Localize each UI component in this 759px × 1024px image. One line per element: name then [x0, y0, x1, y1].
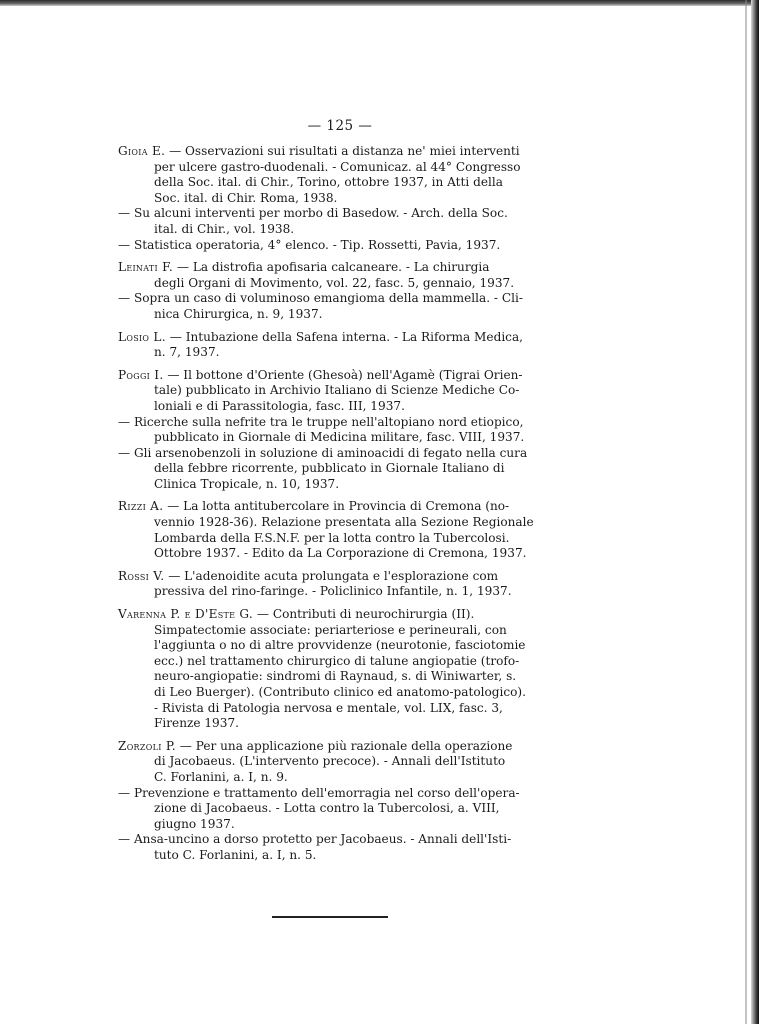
bibliography-entry [118, 739, 556, 864]
entry-text: — La lotta antitubercolare in Provincia di Cremona (no- [163, 499, 510, 514]
entry-text: della febbre ricorrente, pubblicato in Giornale Italiano di [154, 461, 505, 476]
entry-text: degli Organi di Movimento, vol. 22, fasc. 5, gennaio, 1937. [154, 275, 515, 290]
entry-text: zione di Jacobaeus. - Lotta contro la Tubercolosi, a. VIII, [154, 801, 500, 816]
scan-gutter-line [745, 0, 747, 1024]
entry-line [118, 499, 556, 515]
entry-text: giugno 1937. [154, 816, 235, 831]
entry-line [118, 477, 556, 493]
bibliography-entry [118, 499, 556, 561]
scan-top-edge [0, 0, 759, 6]
entry-text: — Intubazione della Safena interna. - La Riforma Medica, [165, 329, 524, 344]
entry-line [118, 607, 556, 623]
entry-line [118, 415, 556, 431]
entry-text: — Sopra un caso di voluminoso emangioma della mammella. - Cli- [118, 291, 523, 306]
entry-line [118, 669, 556, 685]
entry-line [118, 206, 556, 222]
entry-line [118, 584, 556, 600]
entry-line [118, 739, 556, 755]
entry-text: ital. di Chir., vol. 1938. [154, 221, 295, 236]
entry-text: pressiva del rino-faringe. - Policlinico Infantile, n. 1, 1937. [154, 584, 512, 599]
entry-text: di Leo Buerger). (Contributo clinico ed anatomo-patologico). [154, 685, 526, 699]
entry-text: — Prevenzione e trattamento dell'emorragia nel corso dell'opera- [118, 785, 520, 800]
entry-line [118, 701, 556, 717]
entry-line [118, 160, 556, 176]
entry-text: neuro-angiopatie: sindromi di Raynaud, s. di Winiwarter, s. [154, 669, 517, 684]
entry-line [118, 144, 556, 160]
bibliography-entry [118, 569, 556, 600]
entry-line [118, 623, 556, 639]
bibliography-entry [118, 330, 556, 361]
entry-text: n. 7, 1937. [154, 345, 220, 360]
entry-text: — L'adenoidite acuta prolungata e l'esplorazione com [164, 568, 499, 583]
entry-text: Firenze 1937. [154, 716, 239, 731]
bibliography-entry [118, 368, 556, 493]
entry-text: — Statistica operatoria, 4° elenco. - Tip. Rossetti, Pavia, 1937. [118, 237, 501, 252]
entry-text: Clinica Tropicale, n. 10, 1937. [154, 476, 340, 491]
entry-line [118, 786, 556, 802]
entry-text: Simpatectomie associate: periarteriose e perineurali, con [154, 622, 507, 637]
entry-line [118, 430, 556, 446]
entry-line [118, 222, 556, 238]
entry-text: — Ansa-uncino a dorso protetto per Jacobaeus. - Annali dell'Isti- [118, 832, 512, 847]
author-name: Leinati F. [118, 260, 174, 275]
entry-text: nica Chirurgica, n. 9, 1937. [154, 306, 323, 321]
bibliography-list [118, 144, 556, 871]
entry-line [118, 446, 556, 462]
entry-line [118, 685, 556, 701]
closing-rule [272, 916, 388, 918]
entry-text: l'aggiunta o no di altre provvidenze (neurotonie, fasciotomie [154, 638, 526, 653]
entry-text: tuto C. Forlanini, a. I, n. 5. [154, 847, 317, 862]
entry-line [118, 654, 556, 670]
bibliography-entry [118, 144, 556, 253]
entry-line [118, 383, 556, 399]
entry-line [118, 291, 556, 307]
author-name: Varenna P. e D'Este G. [118, 607, 254, 622]
entry-text: vennio 1928-36). Relazione presentata alla Sezione Regionale [154, 515, 534, 530]
entry-line [118, 368, 556, 384]
entry-text: — Osservazioni sui risultati a distanza ne' miei interventi [165, 144, 520, 158]
entry-text: — Gli arsenobenzoli in soluzione di aminoacidi di fegato nella cura [118, 445, 528, 460]
entry-text: Lombarda della F.S.N.F. per la lotta contro la Tubercolosi. [154, 530, 510, 545]
entry-line [118, 770, 556, 786]
scan-right-edge [751, 0, 759, 1024]
entry-line [118, 307, 556, 323]
entry-text: — Il bottone d'Oriente (Ghesoà) nell'Agamè (Tigrai Orien- [163, 367, 523, 382]
page-number: — 125 — [307, 118, 373, 134]
bibliography-entry [118, 260, 556, 322]
entry-text: — La distrofia apofisaria calcaneare. - La chirurgia [173, 260, 490, 275]
entry-text: di Jacobaeus. (L'intervento precoce). - Annali dell'Istituto [154, 754, 506, 769]
entry-line [118, 801, 556, 817]
entry-line [118, 345, 556, 361]
entry-line [118, 330, 556, 346]
entry-text: C. Forlanini, a. I, n. 9. [154, 769, 288, 784]
entry-line [118, 817, 556, 833]
author-name: Losio L. [118, 329, 166, 344]
entry-text: — Su alcuni interventi per morbo di Basedow. - Arch. della Soc. [118, 206, 508, 221]
entry-line [118, 848, 556, 864]
author-name: Rossi V. [118, 568, 165, 583]
entry-line [118, 569, 556, 585]
entry-line [118, 546, 556, 562]
entry-text: — Contributi di neurochirurgia (II). [253, 607, 475, 622]
entry-text: Ottobre 1937. - Edito da La Corporazione di Cremona, 1937. [154, 546, 527, 561]
entry-text: loniali e di Parassitologia, fasc. III, 1937. [154, 398, 405, 413]
entry-line [118, 238, 556, 254]
entry-line [118, 531, 556, 547]
entry-text: ecc.) nel trattamento chirurgico di talune angiopatie (trofo- [154, 653, 520, 668]
entry-text: — Per una applicazione più razionale della operazione [175, 738, 513, 753]
entry-text: - Rivista di Patologia nervosa e mentale, vol. LIX, fasc. 3, [154, 700, 503, 715]
entry-line [118, 276, 556, 292]
entry-text: per ulcere gastro-duodenali. - Comunicaz. al 44° Congresso [154, 159, 521, 174]
entry-text: pubblicato in Giornale di Medicina militare, fasc. VIII, 1937. [154, 430, 525, 445]
entry-line [118, 191, 556, 207]
entry-text: della Soc. ital. di Chir., Torino, ottobre 1937, in Atti della [154, 175, 503, 190]
entry-line [118, 638, 556, 654]
author-name: Rizzi A. [118, 499, 164, 514]
entry-line [118, 461, 556, 477]
entry-line [118, 754, 556, 770]
entry-line [118, 832, 556, 848]
entry-text: tale) pubblicato in Archivio Italiano di Scienze Mediche Co- [154, 383, 520, 398]
author-name: Zorzoli P. [118, 738, 176, 753]
entry-line [118, 399, 556, 415]
author-name: Poggi I. [118, 367, 164, 382]
entry-line [118, 175, 556, 191]
author-name: Gioia E. [118, 144, 166, 158]
entry-line [118, 260, 556, 276]
entry-line [118, 515, 556, 531]
entry-text: Soc. ital. di Chir. Roma, 1938. [154, 190, 338, 205]
entry-line [118, 716, 556, 732]
entry-text: — Ricerche sulla nefrite tra le truppe nell'altopiano nord etiopico, [118, 414, 524, 429]
bibliography-entry [118, 607, 556, 732]
